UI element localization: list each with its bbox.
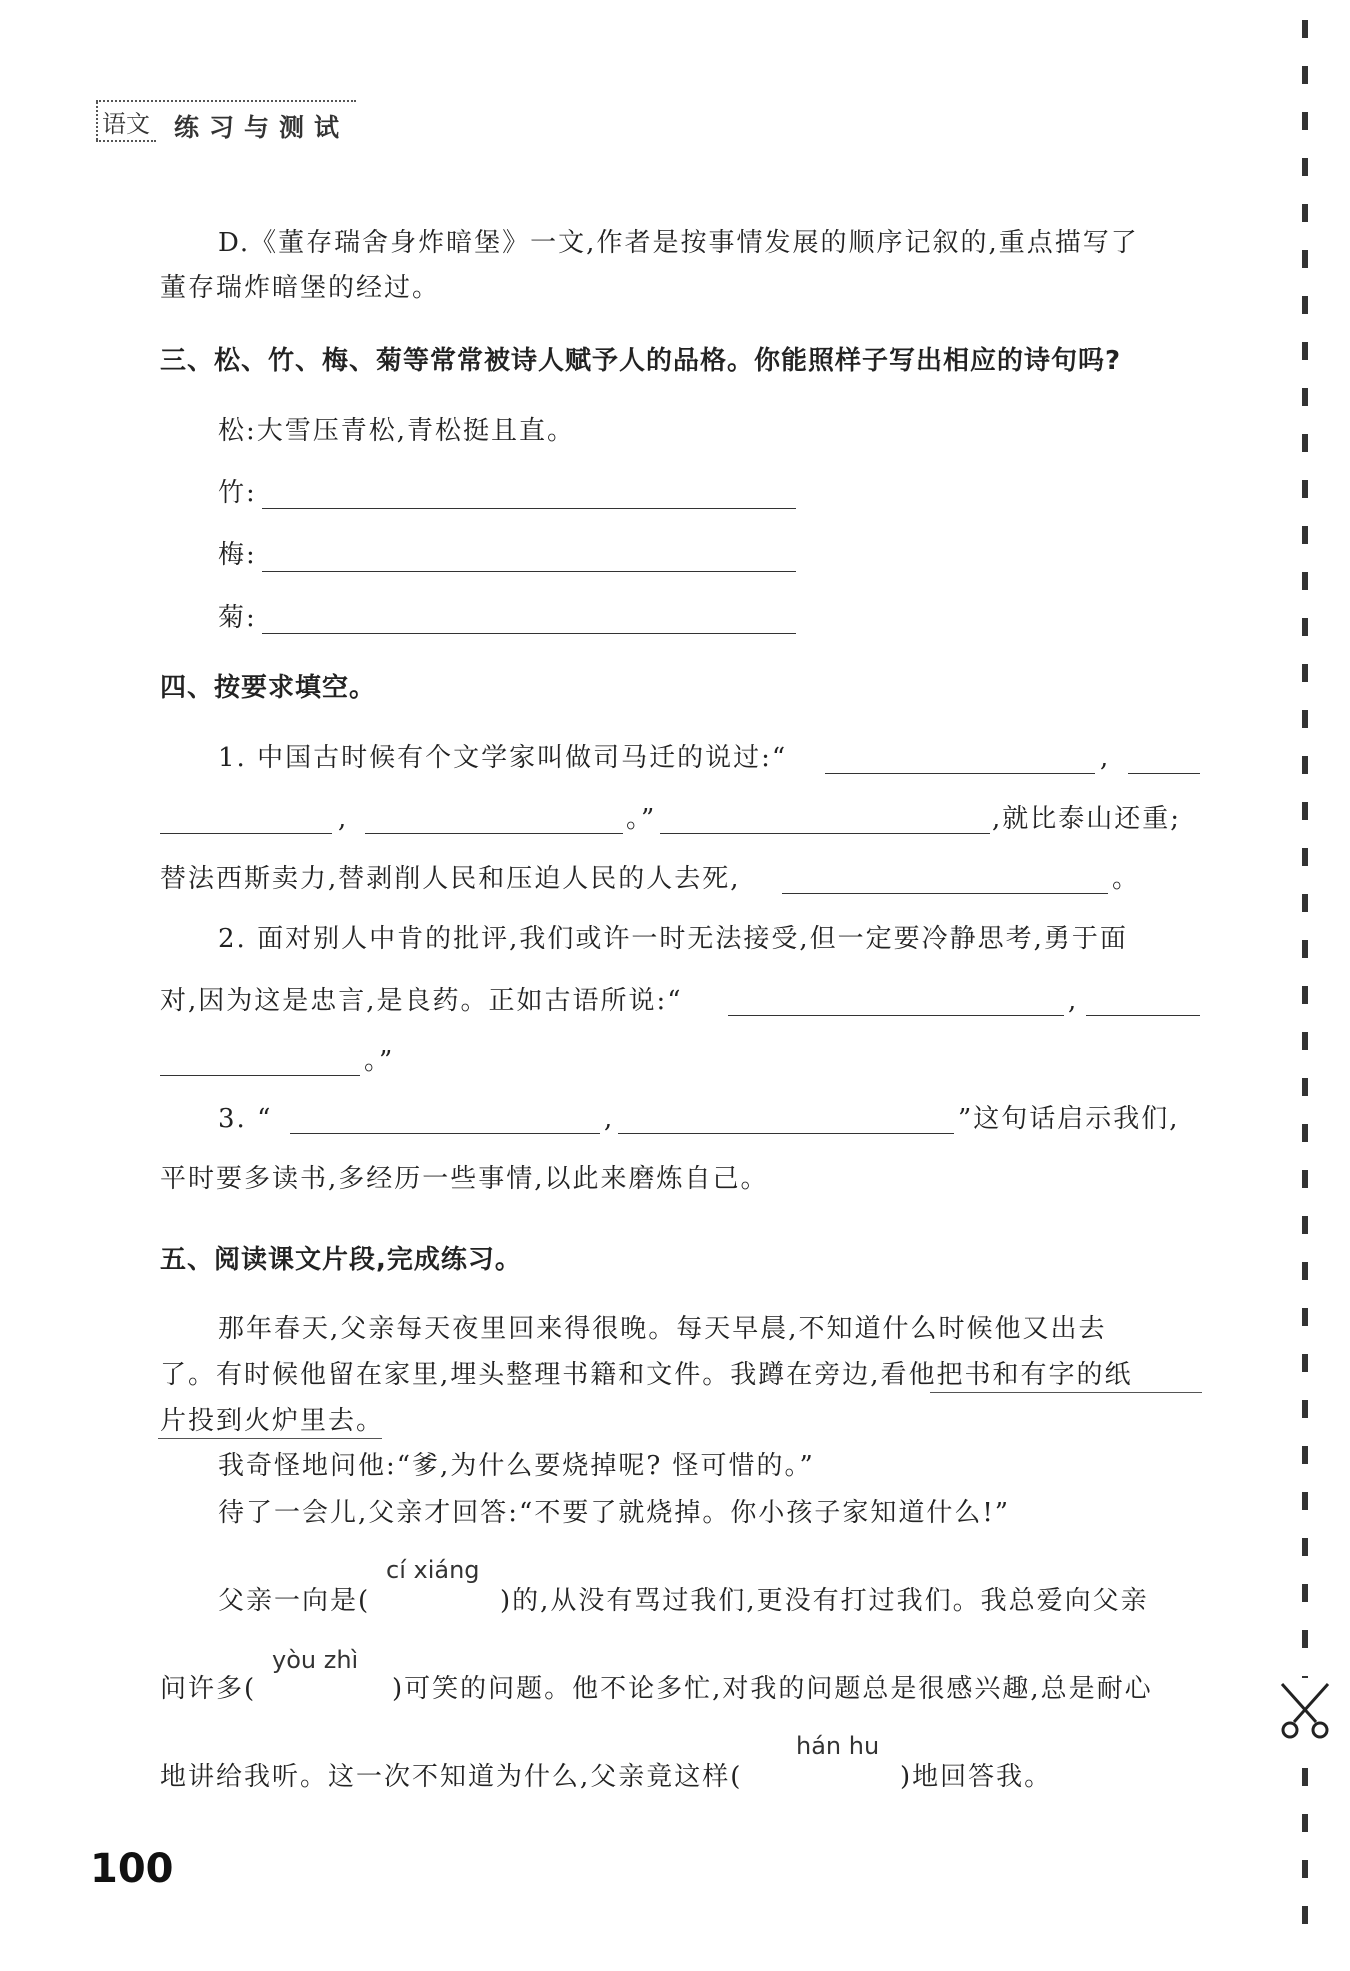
passage-underline bbox=[158, 1438, 382, 1439]
subject-label: 语文 bbox=[102, 110, 150, 138]
pine-example: 松:大雪压青松,青松挺且直。 bbox=[218, 416, 576, 446]
passage-p6-end: )地回答我。 bbox=[900, 1762, 1053, 1792]
q3-after: ”这句话启示我们, bbox=[958, 1104, 1180, 1134]
option-d-line2: 董存瑞炸暗堡的经过。 bbox=[160, 273, 441, 303]
q3-blank-2[interactable] bbox=[618, 1133, 954, 1134]
passage-p5-end: )可笑的问题。他不论多忙,对我的问题总是很感兴趣,总是耐心 bbox=[392, 1674, 1153, 1704]
q2-comma: , bbox=[1068, 986, 1079, 1016]
passage-p5-start: 问许多( bbox=[160, 1674, 257, 1704]
q1-intro: 1. 中国古时候有个文学家叫做司马迁的说过:“ bbox=[218, 743, 788, 773]
section5-heading: 五、阅读课文片段,完成练习。 bbox=[160, 1245, 522, 1275]
q1-blank-5[interactable] bbox=[782, 893, 1108, 894]
bamboo-answer-blank[interactable] bbox=[262, 508, 796, 509]
q1-heavier-text: ,就比泰山还重; bbox=[992, 804, 1182, 834]
dashed-cut-line bbox=[1302, 20, 1308, 1950]
q1-close-quote: 。” bbox=[626, 804, 657, 834]
q1-blank-1[interactable] bbox=[825, 773, 1095, 774]
q1-blank-4[interactable] bbox=[660, 833, 990, 834]
q3-comma: , bbox=[604, 1104, 615, 1134]
passage-p3: 待了一会儿,父亲才回答:“不要了就烧掉。你小孩子家知道什么!” bbox=[218, 1498, 1011, 1528]
section3-heading: 三、松、竹、梅、菊等常常被诗人赋予人的品格。你能照样子写出相应的诗句吗? bbox=[160, 346, 1122, 376]
chrysanthemum-label: 菊: bbox=[218, 603, 257, 633]
page-number: 100 bbox=[90, 1846, 174, 1892]
q3-line2: 平时要多读书,多经历一些事情,以此来磨炼自己。 bbox=[160, 1164, 769, 1194]
scissors-icon bbox=[1276, 1678, 1334, 1748]
plum-answer-blank[interactable] bbox=[262, 571, 796, 572]
option-d-line1: D.《董存瑞舍身炸暗堡》一文,作者是按事情发展的顺序记叙的,重点描写了 bbox=[218, 228, 1139, 258]
q3-blank-1[interactable] bbox=[290, 1133, 600, 1134]
q2-blank-2[interactable] bbox=[1086, 1015, 1200, 1016]
book-title: 练习与测试 bbox=[174, 113, 350, 142]
pinyin-cixiang: cí xiáng bbox=[386, 1556, 480, 1584]
q2-end: 。” bbox=[364, 1046, 395, 1076]
q1-blank-3[interactable] bbox=[365, 833, 623, 834]
q1-comma: , bbox=[338, 804, 349, 834]
section4-heading: 四、按要求填空。 bbox=[160, 673, 377, 703]
passage-p1-line1: 那年春天,父亲每天夜里回来得很晚。每天早晨,不知道什么时候他又出去 bbox=[218, 1314, 1107, 1344]
chrysanthemum-answer-blank[interactable] bbox=[262, 633, 796, 634]
passage-p1-line2: 了。有时候他留在家里,埋头整理书籍和文件。我蹲在旁边,看他把书和有字的纸 bbox=[160, 1360, 1133, 1390]
header-dotted-rule bbox=[96, 140, 156, 142]
plum-label: 梅: bbox=[218, 540, 257, 570]
passage-p2: 我奇怪地问他:“爹,为什么要烧掉呢? 怪可惜的。” bbox=[218, 1451, 815, 1481]
pinyin-youzhi: yòu zhì bbox=[272, 1646, 359, 1674]
q1-blank-2[interactable] bbox=[1128, 773, 1200, 774]
q1-end: 。 bbox=[1112, 864, 1141, 894]
q2-blank-1[interactable] bbox=[728, 1015, 1064, 1016]
q2-line1: 2. 面对别人中肯的批评,我们或许一时无法接受,但一定要冷静思考,勇于面 bbox=[218, 924, 1128, 954]
header-dotted-rule bbox=[96, 100, 356, 102]
passage-underline bbox=[930, 1392, 1202, 1393]
q3-open: 3. “ bbox=[218, 1104, 273, 1134]
q2-blank-2-cont[interactable] bbox=[160, 1075, 360, 1076]
q2-line2: 对,因为这是忠言,是良药。正如古语所说:“ bbox=[160, 986, 683, 1016]
q1-line3: 替法西斯卖力,替剥削人民和压迫人民的人去死, bbox=[160, 864, 741, 894]
bamboo-label: 竹: bbox=[218, 478, 257, 508]
passage-p6-start: 地讲给我听。这一次不知道为什么,父亲竟这样( bbox=[160, 1762, 743, 1792]
pinyin-hanhu: hán hu bbox=[796, 1732, 880, 1760]
passage-p4-start: 父亲一向是( bbox=[218, 1586, 371, 1616]
page-header bbox=[96, 100, 356, 142]
passage-p4-end: )的,从没有骂过我们,更没有打过我们。我总爱向父亲 bbox=[500, 1586, 1149, 1616]
header-dotted-rule bbox=[96, 102, 98, 140]
q1-comma: , bbox=[1100, 743, 1111, 773]
q1-blank-2-cont[interactable] bbox=[160, 833, 332, 834]
passage-p1-line3: 片投到火炉里去。 bbox=[160, 1406, 385, 1436]
